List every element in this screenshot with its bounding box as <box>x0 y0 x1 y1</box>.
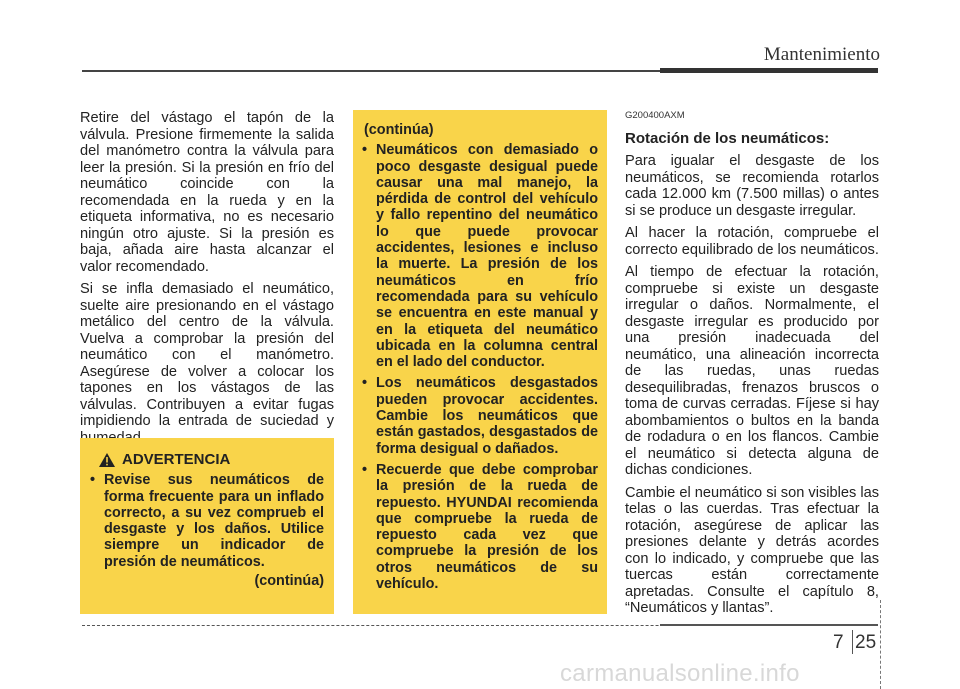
warning-box <box>80 438 334 614</box>
warning-heading-label: ADVERTENCIA <box>122 451 231 468</box>
paragraph: Para igualar el desgaste de los neumáticos, se recomienda rotarlos cada 12.000 km (7.500 millas) o antes si se produce un desgaste irregular. <box>625 153 879 219</box>
bullet-icon: • <box>362 142 368 159</box>
warning-heading <box>98 452 324 468</box>
section-title: Rotación de los neumáticos: <box>625 129 830 147</box>
bullet-icon: • <box>362 461 368 478</box>
header-rule-accent <box>660 68 878 73</box>
paragraph: Al hacer la rotación, compruebe el correcto equilibrado de los neumáticos. <box>625 225 879 258</box>
list-item: • Los neumáticos desgastados pueden provocar accidentes. Cambie los neumáticos que están gastados, desgastados de forma desigual o dañados. <box>362 375 598 457</box>
paragraph: Cambie el neumático si son visibles las telas o las cuerdas. Tras efectuar la rotación, asegúrese de aplicar las presiones delante y detrás acordes con lo indicado, y compruebe que las tuercas están correctamente apretadas. Consulte el capítulo 8, “Neumáticos y llantas”. <box>625 484 879 616</box>
continued-title: (continúa) <box>364 122 434 138</box>
bullet-icon: • <box>362 375 368 392</box>
right-column <box>625 108 879 623</box>
paragraph: Al tiempo de efectuar la rotación, compruebe si existe un desgaste irregular o daños. Normalmente, el desgaste irregular es producido por una presión inadecuada del neumático, una alineación incorrecta de las ruedas, unas ruedas desequilibradas, frenazos bruscos o toma de curvas cerradas. Fíjese si hay abombamientos o bultos en la banda de rodadura o en los flancos. Cambie el neumático si detecta alguna de dichas condiciones. <box>625 264 879 478</box>
continued-note: (continúa) <box>254 573 324 590</box>
list-item: • Revise sus neumáticos de forma frecuente para un inflado correcto, a su vez comprueb el desgaste y los daños. Utilice siempre un indicador de presión de neumáticos. <box>90 472 324 570</box>
list-item: • Recuerde que debe comprobar la presión de la rueda de repuesto. HYUNDAI recomienda que compruebe la rueda de repuesto cada vez que compruebe la presión de los otros neumáticos de su vehículo. <box>362 461 598 593</box>
left-column <box>80 110 334 452</box>
watermark: carmanualsonline.info <box>560 660 800 687</box>
page-number-divider <box>852 630 853 654</box>
continued-warning-box <box>353 110 607 614</box>
chapter-number: 7 <box>833 632 844 653</box>
paragraph: Si se infla demasiado el neumático, suelte aire presionando en el vástago metálico del centro de la válvula. Vuelva a comprobar la presión del neumático con el manómetro. Asegúrese de volver a colocar los tapones en los vástagos de las válvulas. Contribuyen a evitar fugas impidiendo la entrada de suciedad y <box>80 281 334 429</box>
page-number: 25 <box>855 632 877 653</box>
crop-mark-line <box>880 600 881 689</box>
footer-rule-accent <box>660 624 878 626</box>
section-code: G200400AXM <box>625 110 685 121</box>
warning-triangle-icon <box>98 452 116 468</box>
bullet-icon: • <box>90 472 96 489</box>
paragraph: Retire del vástago el tapón de la válvula. Presione firmemente la salida del manómetro contra la válvula para leer la presión. Si la presión en frío del neumático coincide con la recomendada en la rueda y en la etiqueta informativa, no es necesario ningún otro ajuste. Si la presión es baja, añada aire hasta alcanzar el valor recomendado. <box>80 110 334 275</box>
page-header-title: Mantenimiento <box>763 44 880 65</box>
list-item: • Neumáticos con demasiado o poco desgaste desigual puede causar una mal manejo, la pérdida de control del vehículo y fallo repentino del neumático lo que puede provocar accidentes, lesiones e incluso la muerte. La presión de los neumáticos en frío recomendada para su vehículo se encuentra en este manual y en la etiqueta del neumático ubicada en la columna central en el lado del conductor. <box>362 142 598 371</box>
